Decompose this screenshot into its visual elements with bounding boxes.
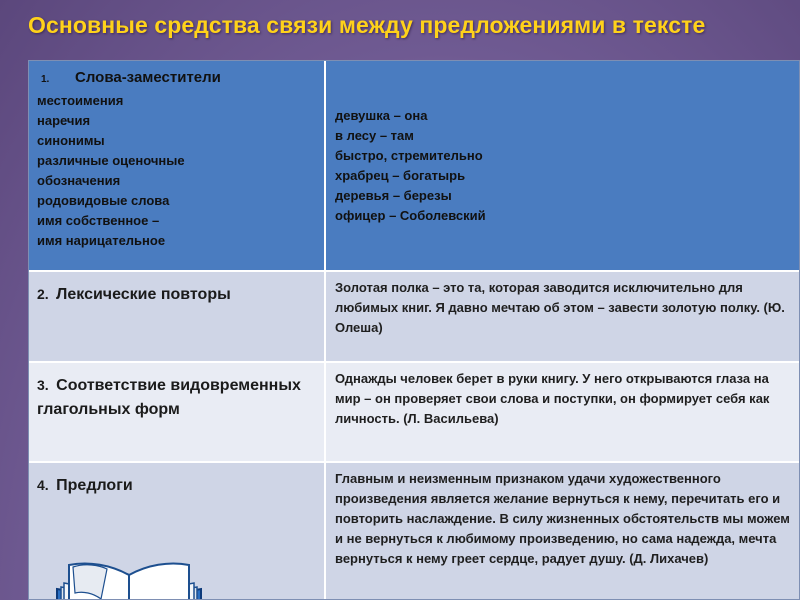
example-text: Золотая полка – это та, которая заводится исключительно для любимых книг. Я давно мечтаю об этом – завести золотую полку. (Ю. Олеша) — [335, 280, 785, 335]
list-item: имя нарицательное — [37, 233, 166, 248]
example-item: в лесу – там — [335, 128, 414, 143]
row-label: Лексические повторы — [56, 286, 231, 303]
table-row — [29, 363, 800, 463]
row-label-cell — [29, 61, 326, 270]
row-example-cell — [326, 272, 800, 361]
list-item: имя собственное – — [37, 213, 160, 228]
row-example-cell — [326, 61, 800, 270]
row-label: Слова-заместители — [75, 69, 221, 86]
row-number: 1. — [41, 74, 50, 85]
example-item: быстро, стремительно — [335, 148, 483, 163]
row-label-cell — [29, 363, 326, 461]
row-example-cell — [326, 463, 800, 600]
example-item: деревья – березы — [335, 188, 452, 203]
example-text: Главным и неизменным признаком удачи художественного произведения является желание вернуться к нему, перечитать его и повторить наслаждение. В силу жизненных обстоятельств мы можем и не вернуться к любимому произведению, но сама надежда, мечта вернуться к нему греет сердце, радует душу. (Д. Лихачев) — [335, 471, 790, 566]
example-item: храбрец – богатырь — [335, 168, 466, 183]
substitute-words-list — [37, 91, 185, 251]
examples-list — [335, 106, 486, 226]
row-number: 4. — [37, 477, 49, 493]
list-item: обозначения — [37, 173, 121, 188]
row-number: 2. — [37, 286, 49, 302]
connections-table — [28, 60, 800, 600]
open-book-icon — [49, 559, 209, 600]
table-row — [29, 272, 800, 363]
slide-title: Основные средства связи между предложениями в тексте — [28, 12, 706, 38]
row-heading — [37, 282, 319, 307]
row-label: Предлоги — [56, 477, 133, 494]
row-heading — [37, 473, 319, 498]
row-label: Соответствие видовременных глагольных форм — [37, 377, 301, 418]
row-label-cell — [29, 272, 326, 361]
row-heading — [37, 69, 221, 87]
row-heading — [37, 373, 319, 422]
row-number: 3. — [37, 377, 49, 393]
example-text: Однажды человек берет в руки книгу. У него открываются глаза на мир – он проверяет свои слова и поступки, он формирует себя как личность. (Л. Васильева) — [335, 371, 770, 426]
list-item: синонимы — [37, 133, 105, 148]
example-item: офицер – Соболевский — [335, 208, 486, 223]
row-example-cell — [326, 363, 800, 461]
example-item: девушка – она — [335, 108, 428, 123]
list-item: местоимения — [37, 93, 124, 108]
table-row — [29, 61, 800, 272]
row-label-cell — [29, 463, 326, 600]
list-item: родовидовые слова — [37, 193, 170, 208]
list-item: различные оценочные — [37, 153, 185, 168]
list-item: наречия — [37, 113, 91, 128]
table-row — [29, 463, 800, 600]
